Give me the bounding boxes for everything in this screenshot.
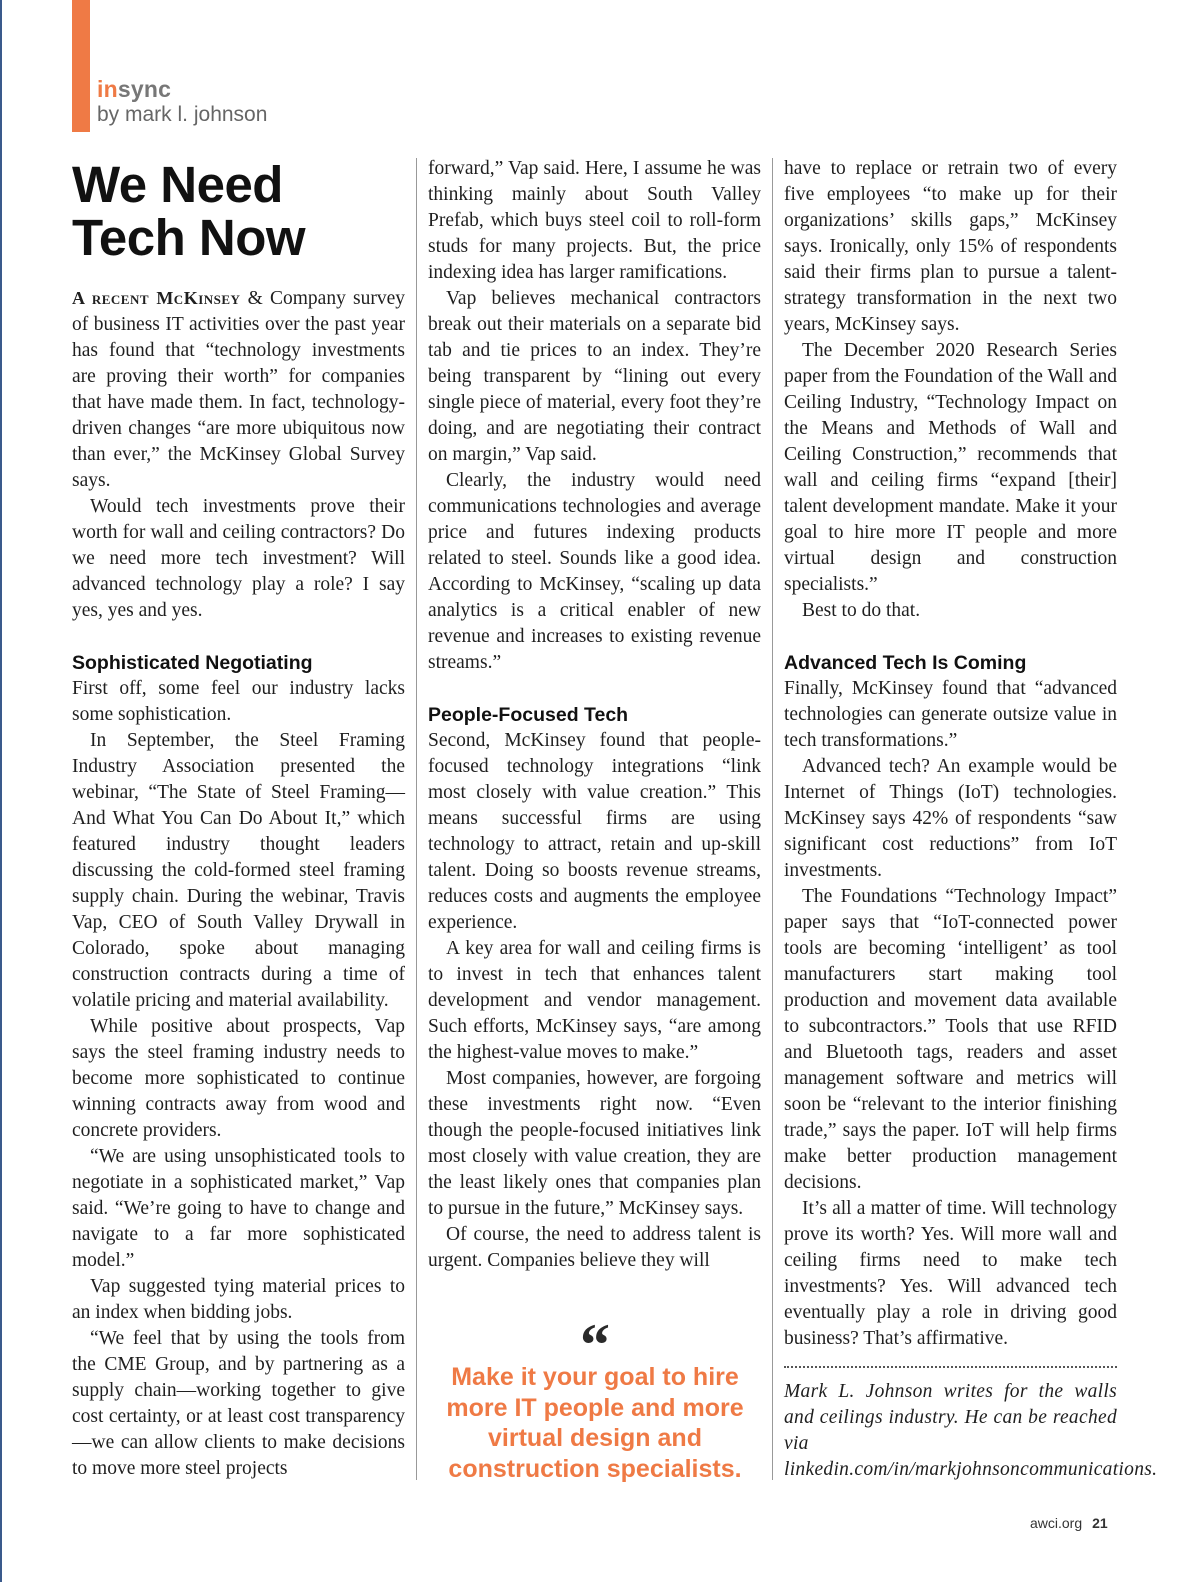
bio-divider (784, 1366, 1117, 1368)
article-column-2 (428, 156, 761, 1274)
paragraph: “We feel that by using the tools from the CME Group, and by partnering as a supply chain—working together to give cost certainty, or at least cost transparency—we can allow clients to make decisions to move more steel projects (72, 1328, 405, 1479)
paragraph: Clearly, the industry would need communications technologies and average price and futures indexing products related to steel. Sounds like a good idea. According to McKinsey, “scaling up data analytics is a critical enabler of new revenue and increases to existing revenue streams.” (428, 470, 761, 673)
page-edge-line (0, 0, 2, 1582)
column-name-highlight: in (97, 76, 118, 102)
paragraph: A key area for wall and ceiling firms is to invest in tech that enhances talent development and vendor management. Such efforts, McKinsey says, “are among the highest-value moves to make.” (428, 938, 761, 1063)
paragraph: Would tech investments prove their worth for wall and ceiling contractors? Do we need more tech investment? Will advanced technology play a role? I say yes, yes and yes. (72, 496, 405, 621)
byline: by mark l. johnson (97, 103, 268, 126)
paragraph: In September, the Steel Framing Industry Association presented the webinar, “The State of Steel Framing—And What You Can Do About It,” which featured industry thought leaders discussing the cold-formed steel framing supply chain. During the webinar, Travis Vap, CEO of South Valley Drywall in Colorado, spoke about managing construction contracts during a time of volatile pricing and material availability. (72, 730, 405, 1011)
page-number: 21 (1092, 1515, 1108, 1531)
article-column-1 (72, 285, 405, 1482)
article-column-3 (784, 156, 1117, 1352)
paragraph: forward,” Vap said. Here, I assume he was thinking mainly about South Valley Prefab, which buys steel coil to roll-form studs for many projects. But, the price indexing idea has larger ramifications. (428, 158, 761, 283)
subhead-people-focused-tech: People-Focused Tech (428, 704, 629, 726)
paragraph: Of course, the need to address talent is urgent. Companies believe they will (428, 1224, 761, 1271)
paragraph: Second, McKinsey found that people-focused technology integrations “link most closely with value creation.” This means successful firms are using technology to attract, retain and up-skill talent. Doing so boosts revenue streams, reduces costs and augments the employee experience. (428, 730, 761, 933)
paragraph: Finally, McKinsey found that “advanced technologies can generate outsize value in tech transformations.” (784, 678, 1117, 751)
subhead-sophisticated-negotiating: Sophisticated Negotiating (72, 652, 313, 674)
paragraph: First off, some feel our industry lacks some sophistication. (72, 678, 405, 725)
author-bio: Mark L. Johnson writes for the walls and ceilings industry. He can be reached via linkedin.com/in/markjohnsoncommunications. (784, 1381, 1158, 1480)
pull-quote (430, 1312, 760, 1484)
paragraph: Best to do that. (802, 600, 921, 621)
quote-mark-icon: “ (580, 1312, 610, 1378)
paragraph: It’s all a matter of time. Will technology prove its worth? Yes. Will more wall and ceiling firms need to make tech investments? Yes. Will advanced tech eventually play a role in driving good business? That’s affirmative. (784, 1198, 1117, 1349)
paragraph: The Foundations “Technology Impact” paper says that “IoT-connected power tools are becoming ‘intelligent’ as tool manufacturers start making tool production and movement data available to subcontractors.” Tools that use RFID and Bluetooth tags, readers and asset management software and metrics will soon be “relevant to the interior finishing trade,” says the paper. IoT will help firms make better production management decisions. (784, 886, 1117, 1193)
paragraph: Vap believes mechanical contractors break out their materials on a separate bid tab and tie prices to an index. They’re being transparent by “lining out every single piece of material, every foot they’re doing, and are negotiating their contract on margin,” Vap said. (428, 288, 761, 465)
subhead-advanced-tech: Advanced Tech Is Coming (784, 652, 1027, 674)
paragraph: Vap suggested tying material prices to an index when bidding jobs. (72, 1276, 405, 1323)
lead-text: & Company survey of business IT activities over the past year has found that “technology investments are proving their worth” for companies that have made them. In fact, technology-driven changes “are more ubiquitous now than ever,” the McKinsey Global Survey says. (72, 288, 405, 491)
pull-quote-text: Make it your goal to hire more IT people and more virtual design and construction specialists. (446, 1363, 744, 1483)
column-divider-1 (416, 158, 417, 1480)
column-tag (97, 76, 267, 128)
column-name-rest: sync (117, 76, 172, 102)
paragraph: Most companies, however, are forgoing these investments right now. “Even though the people-focused initiatives link most closely with value creation, they are the least likely ones that companies plan to pursue in the future,” McKinsey says. (428, 1068, 761, 1219)
lead-smallcaps: A recent McKinsey (72, 288, 241, 308)
headline-line-1: We Need (72, 156, 283, 213)
headline-line-2: Tech Now (72, 209, 306, 266)
paragraph: have to replace or retrain two of every five employees “to make up for their organizations’ skills gaps,” McKinsey says. Ironically, only 15% of respondents said their firms plan to pursue a talent-strategy transformation in the next two years, McKinsey says. (784, 158, 1117, 335)
paragraph: Advanced tech? An example would be Internet of Things (IoT) technologies. McKinsey says 42% of respondents “saw significant cost reductions” from IoT investments. (784, 756, 1117, 881)
paragraph: “We are using unsophisticated tools to negotiate in a sophisticated market,” Vap said. “We’re going to have to change and navigate to a far more sophisticated model.” (72, 1146, 405, 1271)
column-name (97, 76, 267, 102)
page-footer (1030, 1515, 1108, 1531)
column-divider-2 (772, 158, 773, 1480)
paragraph: While positive about prospects, Vap says the steel framing industry needs to become more sophisticated to continue winning contracts away from wood and concrete providers. (72, 1016, 405, 1141)
paragraph: The December 2020 Research Series paper from the Foundation of the Wall and Ceiling Industry, “Technology Impact on the Means and Methods of Wall and Ceiling Construction,” recommends that wall and ceiling firms “expand [their] talent development mandate. Make it your goal to hire more IT people and more virtual design and construction specialists.” (784, 340, 1117, 595)
headline (72, 158, 402, 264)
footer-site: awci.org (1030, 1515, 1083, 1531)
accent-bar (72, 0, 90, 132)
lead-paragraph (72, 285, 405, 494)
